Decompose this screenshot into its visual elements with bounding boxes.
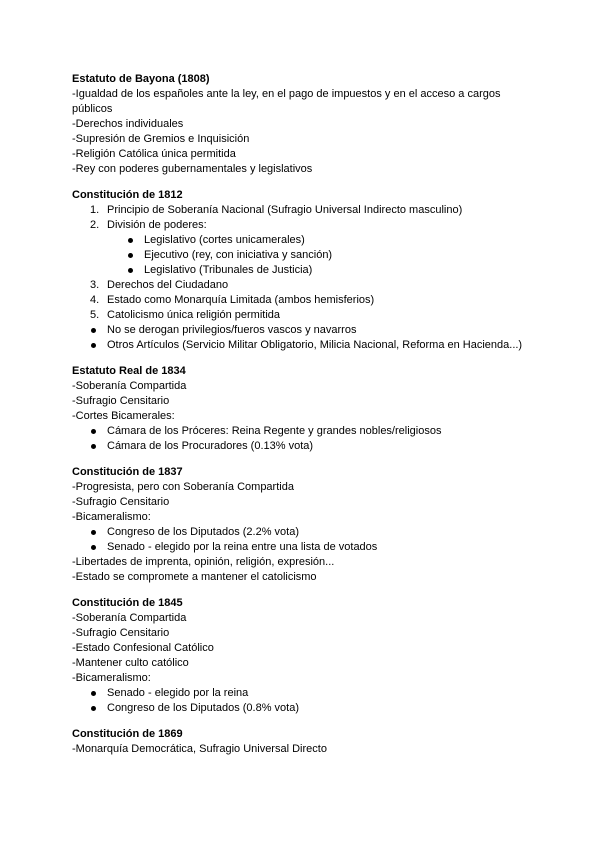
section-heading: Estatuto de Bayona (1808) bbox=[72, 73, 210, 85]
list-item bbox=[90, 308, 542, 323]
list-item-text: Principio de Soberanía Nacional (Sufragio Universal Indirecto masculino) bbox=[107, 204, 463, 216]
list-item-text: Derechos del Ciudadano bbox=[107, 279, 229, 291]
section-estatuto-bayona bbox=[72, 72, 542, 177]
bullet-list bbox=[72, 686, 542, 716]
list-number: 1. bbox=[90, 204, 100, 216]
list-number: 5. bbox=[90, 309, 100, 321]
bullet-item bbox=[107, 338, 542, 353]
section-heading: Constitución de 1845 bbox=[72, 597, 183, 609]
bullet-item-text: Congreso de los Diputados (2.2% vota) bbox=[107, 526, 299, 538]
sub-list bbox=[107, 233, 542, 278]
bullet-icon bbox=[91, 691, 96, 696]
section-heading: Constitución de 1837 bbox=[72, 466, 183, 478]
bullet-item bbox=[107, 323, 542, 338]
list-item bbox=[90, 293, 542, 308]
bullet-item-text: Cámara de los Procuradores (0.13% vota) bbox=[107, 440, 314, 452]
text-line: -Estado Confesional Católico bbox=[72, 642, 214, 654]
section-heading: Estatuto Real de 1834 bbox=[72, 365, 186, 377]
text-line: -Bicameralismo: bbox=[72, 672, 151, 684]
text-line: -Libertades de imprenta, opinión, religión, expresión... bbox=[72, 556, 335, 568]
bullet-item-text: Cámara de los Próceres: Reina Regente y grandes nobles/religiosos bbox=[107, 425, 442, 437]
list-number: 4. bbox=[90, 294, 100, 306]
bullet-item bbox=[107, 424, 542, 439]
list-item bbox=[90, 203, 542, 218]
bullet-item bbox=[107, 540, 542, 555]
list-item bbox=[90, 218, 542, 278]
sub-list-item bbox=[144, 248, 542, 263]
section-constitucion-1845 bbox=[72, 596, 542, 716]
bullet-item bbox=[107, 701, 542, 716]
list-item bbox=[90, 278, 542, 293]
bullet-item-text: Otros Artículos (Servicio Militar Obligatorio, Milicia Nacional, Reforma en Hacienda...) bbox=[107, 339, 523, 351]
bullet-list bbox=[72, 424, 542, 454]
bullet-item bbox=[107, 439, 542, 454]
sub-list-item-text: Ejecutivo (rey, con iniciativa y sanción) bbox=[144, 249, 333, 261]
section-estatuto-real-1834 bbox=[72, 364, 542, 454]
text-line: -Religión Católica única permitida bbox=[72, 148, 236, 160]
section-constitucion-1812 bbox=[72, 188, 542, 353]
sub-list-item-text: Legislativo (cortes unicamerales) bbox=[144, 234, 305, 246]
sub-list-item bbox=[144, 263, 542, 278]
text-line: -Sufragio Censitario bbox=[72, 627, 170, 639]
bullet-icon bbox=[128, 268, 133, 273]
bullet-item bbox=[107, 686, 542, 701]
text-line: -Monarquía Democrática, Sufragio Universal Directo bbox=[72, 743, 327, 755]
list-number: 2. bbox=[90, 219, 100, 231]
section-constitucion-1869 bbox=[72, 727, 542, 757]
bullet-icon bbox=[91, 429, 96, 434]
bullet-icon bbox=[91, 328, 96, 333]
list-item-text: Estado como Monarquía Limitada (ambos hemisferios) bbox=[107, 294, 375, 306]
list-item-text: Catolicismo única religión permitida bbox=[107, 309, 281, 321]
section-heading: Constitución de 1869 bbox=[72, 728, 183, 740]
list-number: 3. bbox=[90, 279, 100, 291]
document-page bbox=[72, 72, 542, 768]
text-line: -Soberanía Compartida bbox=[72, 380, 187, 392]
bullet-item-text: Congreso de los Diputados (0.8% vota) bbox=[107, 702, 299, 714]
list-item-text: División de poderes: bbox=[107, 219, 207, 231]
text-line: -Mantener culto católico bbox=[72, 657, 189, 669]
text-line: -Sufragio Censitario bbox=[72, 496, 170, 508]
sub-list-item-text: Legislativo (Tribunales de Justicia) bbox=[144, 264, 313, 276]
section-constitucion-1837 bbox=[72, 465, 542, 585]
text-line: -Igualdad de los españoles ante la ley, en el pago de impuestos y en el acceso a cargos públicos bbox=[72, 88, 501, 115]
sub-list-item bbox=[144, 233, 542, 248]
numbered-list bbox=[72, 203, 542, 323]
bullet-list bbox=[72, 525, 542, 555]
bullet-item-text: Senado - elegido por la reina bbox=[107, 687, 249, 699]
bullet-icon bbox=[91, 545, 96, 550]
bullet-icon bbox=[128, 238, 133, 243]
bullet-item-text: No se derogan privilegios/fueros vascos y navarros bbox=[107, 324, 357, 336]
text-line: -Supresión de Gremios e Inquisición bbox=[72, 133, 250, 145]
text-line: -Sufragio Censitario bbox=[72, 395, 170, 407]
bullet-list bbox=[72, 323, 542, 353]
text-line: -Cortes Bicamerales: bbox=[72, 410, 175, 422]
text-line: -Estado se compromete a mantener el catolicismo bbox=[72, 571, 317, 583]
text-line: -Progresista, pero con Soberanía Compartida bbox=[72, 481, 294, 493]
bullet-icon bbox=[128, 253, 133, 258]
bullet-icon bbox=[91, 706, 96, 711]
bullet-item-text: Senado - elegido por la reina entre una lista de votados bbox=[107, 541, 378, 553]
bullet-icon bbox=[91, 343, 96, 348]
bullet-item bbox=[107, 525, 542, 540]
text-line: -Rey con poderes gubernamentales y legislativos bbox=[72, 163, 313, 175]
text-line: -Bicameralismo: bbox=[72, 511, 151, 523]
bullet-icon bbox=[91, 444, 96, 449]
text-line: -Derechos individuales bbox=[72, 118, 184, 130]
text-line: -Soberanía Compartida bbox=[72, 612, 187, 624]
section-heading: Constitución de 1812 bbox=[72, 189, 183, 201]
bullet-icon bbox=[91, 530, 96, 535]
